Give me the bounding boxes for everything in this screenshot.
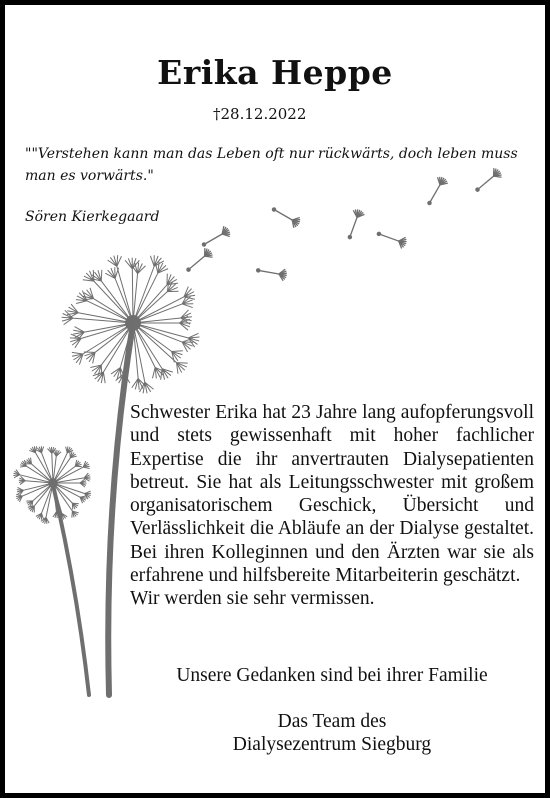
signature-line-1: Das Team des	[277, 711, 387, 732]
signature	[130, 710, 534, 756]
tribute-text	[130, 401, 534, 611]
dandelion-icon	[13, 446, 91, 524]
quote-author: Sören Kierkegaard	[25, 209, 160, 225]
death-date: †28.12.2022	[213, 105, 307, 123]
signature-line-2: Dialysezentrum Siegburg	[232, 734, 432, 755]
dandelion-stem	[108, 330, 132, 695]
dandelion-stem	[53, 485, 89, 695]
dandelion-seed-icon	[183, 246, 214, 275]
family-line: Unsere Gedanken sind bei ihrer Familie	[176, 665, 488, 686]
tribute-paragraph: Schwester Erika hat 23 Jahre lang aufopferungsvoll und stets gewissenhaft mit hoher fachlicher Expertise die ihr anvertrauten Dialysepatienten betreut. Sie hat als Leitungsschwester mit großem organisatorischem Geschick, Übersicht und Verlässlichkeit die Abläufe an der Dialyse gestaltet. Bei ihren Kolleginnen und den Ärzten war sie als erfahrene und hilfsbereite Mitarbeiterin geschätzt.	[130, 402, 534, 587]
obituary-card	[5, 5, 545, 793]
dandelion-seed-icon	[256, 264, 288, 281]
dandelion-seed-icon	[375, 228, 408, 250]
closing-line: Wir werden sie sehr vermissen.	[130, 588, 375, 610]
dandelion-seed-icon	[270, 204, 302, 230]
dandelion-seed-icon	[344, 208, 366, 241]
dandelion-seed-icon	[200, 225, 232, 251]
deceased-name: Erika Heppe	[157, 53, 393, 92]
dandelion-icon	[62, 255, 200, 393]
quote-text: ""Verstehen kann man das Leben oft nur rückwärts, doch leben muss man es vorwärts."	[25, 146, 518, 184]
